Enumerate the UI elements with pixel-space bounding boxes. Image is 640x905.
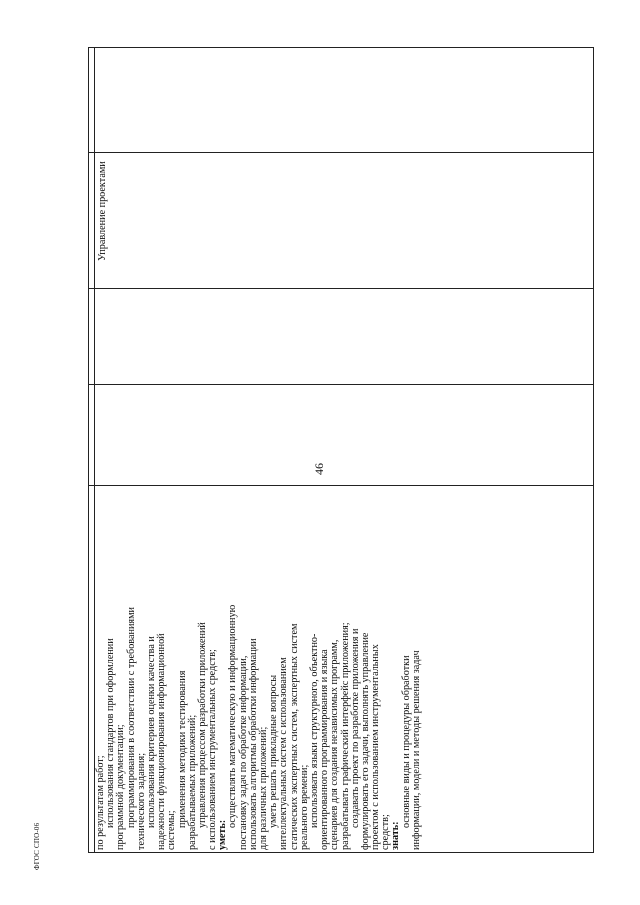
content-line: системы; <box>166 810 178 850</box>
content-line: сценариев для создания независимых программ, <box>329 639 341 850</box>
content-line: с использованием инструментальных средств; <box>207 649 219 850</box>
document-footer: ФГОС СПО-06 <box>33 822 41 870</box>
row-divider-3 <box>89 288 593 289</box>
content-line: информации, модели и методы решения задач <box>410 650 422 850</box>
content-line: программной документации; <box>115 724 127 850</box>
content-line: формулировать его задачи, выполнять управление <box>359 632 371 850</box>
row-divider-4 <box>89 152 593 153</box>
content-line: проектом с использованием инструментальных <box>370 644 382 850</box>
content-line: использовать языки структурного, объектно- <box>308 633 320 828</box>
content-line: уметь решать прикладные вопросы <box>268 674 280 828</box>
content-line: надежности функционирования информационной <box>156 633 168 850</box>
content-line: использовать алгоритмы обработки информации <box>247 638 259 850</box>
content-line: интеллектуальных систем с использованием <box>278 657 290 850</box>
content-line: применения методики тестирования <box>176 670 188 828</box>
content-line: средств; <box>380 814 392 850</box>
content-line: основные виды и процедуры обработки <box>400 655 412 828</box>
column-divider <box>94 48 95 852</box>
content-line: разрабатывать графический интерфейс приложения; <box>339 622 351 850</box>
row-divider-2 <box>89 384 593 385</box>
content-line: использования критериев оценки качества и <box>145 636 157 828</box>
content-line: реального времени; <box>298 764 310 850</box>
content-line: программирования в соответствии с требованиями <box>125 607 137 828</box>
content-line: ориентированного программирования и языка <box>319 649 331 850</box>
page-number: 46 <box>312 463 326 475</box>
row-divider-1 <box>89 485 593 486</box>
content-line: знать: <box>390 821 402 850</box>
content-line: статических экспертных систем, экспертных систем <box>288 623 300 850</box>
content-line: управления процессом разработки приложений <box>196 622 208 828</box>
competency-content <box>96 605 422 850</box>
content-line: постановку задач по обработке информации, <box>237 655 249 850</box>
content-line: создавать проект по разработке приложения и <box>349 628 361 828</box>
content-line: разрабатываемых приложений; <box>186 714 198 850</box>
content-line: уметь: <box>217 819 229 850</box>
content-line: использования стандартов при оформлении <box>105 638 117 828</box>
content-line: по результатам работ; <box>95 755 106 850</box>
content-line: технического задания; <box>135 752 147 850</box>
column-header-project-management: Управление проектами <box>97 161 108 261</box>
content-line: для различных приложений; <box>258 726 269 850</box>
content-line: осуществлять математическую и информационную <box>227 604 239 828</box>
